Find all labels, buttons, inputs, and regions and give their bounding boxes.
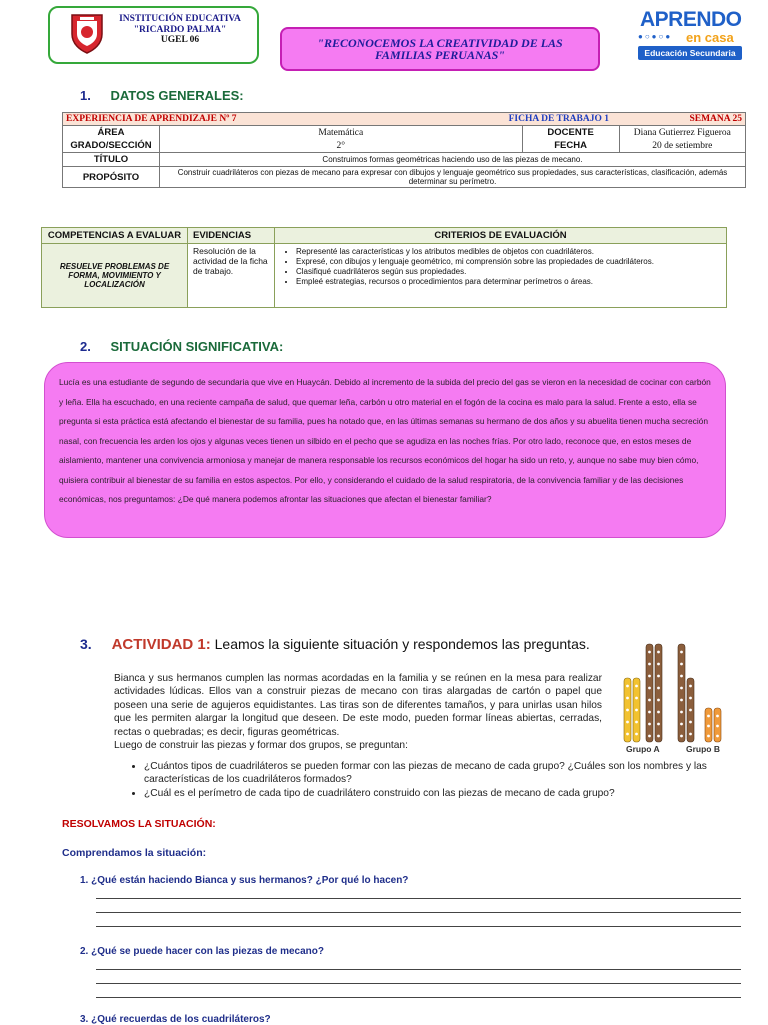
table-row: [42, 244, 727, 308]
situacion-text: Lucía es una estudiante de segundo de secundaria que vive en Huaycán. Debido al incremento de la subida del precio del gas se vieron en la necesidad de cocinar con carbón y leña. Ella ha escuchado, en una reciente campaña de salud, que quemar leña, carbón u otro material en el fogón de la cocina es malo para la salud. Frente a esto, ella se pregunta si esta práctica está afectando el bienestar de su familia, pues ha notado que, en las últimas semanas su hermano de dos años y su abuelita tienen mucha secreción nasal, con frecuencia les arden los ojos y algunas veces tienen un silbido en el pecho que se agudiza en las noches frías. Por otro lado, reconoce que, en estos meses de aislamiento, mantener una convivencia armoniosa y manejar de manera responsable los recursos económicos del hogar ha sido un reto, y, aunque no sabe muy bien cómo, quisiera contribuir al bienestar de su familia en estos aspectos. Por ello, y considerando el cuidado de la salud respiratoria, de la convivencia familiar y de las decisiones económicas, nos preguntamos: ¿De qué manera podemos afrontar las situaciones que afectan el bienestar familiar?: [59, 377, 711, 504]
ugel-label: UGEL 06: [160, 35, 200, 45]
ficha-cell: [469, 113, 619, 126]
criterios-cell: [275, 244, 727, 308]
experiencia-cell: [63, 113, 469, 126]
list-item: • Representé las características y los atributos medibles de objetos con cuadriláteros.: [296, 247, 721, 256]
list-item: • Expresé, con dibujos y lenguaje geométrico, mi comprensión sobre las propiedades de cuadriláteros.: [296, 257, 721, 266]
logo-dots-icon: ●○●○●: [638, 32, 673, 41]
list-item: • Clasifiqué cuadriláteros según sus propiedades.: [296, 267, 721, 276]
section-2-title: SITUACIÓN SIGNIFICATIVA:: [110, 339, 284, 354]
grupo-a-strips: [624, 644, 662, 742]
section-1-title: DATOS GENERALES:: [110, 88, 244, 103]
banner-title: "RECONOCEMOS LA CREATIVIDAD DE LAS FAMILIAS PERUANAS": [317, 36, 563, 62]
docente-label: DOCENTE: [522, 126, 619, 140]
table-row: [63, 139, 746, 153]
list-item: • ¿Cuál es el perímetro de cada tipo de cuadrilátero construido con las piezas de mecano de cada grupo?: [144, 787, 744, 800]
grado-label: GRADO/SECCIÓN: [63, 139, 160, 153]
answer-line[interactable]: [96, 898, 741, 899]
semana-label: SEMANA 25: [689, 114, 742, 124]
institution-text: [105, 14, 255, 46]
ficha-label: FICHA DE TRABAJO 1: [508, 114, 610, 124]
evidencias-header: EVIDENCIAS: [188, 228, 275, 244]
table-row: [42, 228, 727, 244]
activity-bullets: [114, 760, 744, 800]
answer-line[interactable]: [96, 997, 741, 998]
titulo-label: TÍTULO: [63, 153, 160, 167]
aprendo-en-casa-logo: [636, 8, 746, 62]
activity-text: Bianca y sus hermanos cumplen las normas acordadas en la familia y se reúnen en la mesa para realizar actividades lúdicas. Ellos van a construir piezas de mecano con tiras alargadas de cartón o papel que poseen una serie de agujeros equidistantes. Las tiras son de diferentes tamaños, y para unirlas usan hilos que les permiten alargar la longitud que deseen. De este modo, pueden formar líneas abiertas, cerradas, rectas o quebradas; es decir, figuras geométricas.: [114, 673, 602, 738]
logo-line2: en casa: [686, 30, 734, 45]
logo-line1: APRENDO: [640, 8, 742, 31]
grupo-b-label: Grupo B: [686, 744, 720, 754]
situacion-box: [44, 362, 726, 538]
table-row: [63, 167, 746, 188]
logo-line3: Educación Secundaria: [638, 46, 742, 60]
mecano-pieces-illustration: [618, 642, 758, 756]
section-2-heading: [80, 339, 283, 354]
experiencia-label: EXPERIENCIA DE APRENDIZAJE Nº 7: [66, 114, 237, 124]
school-name: "RICARDO PALMA": [133, 24, 227, 35]
activity-title: Leamos la siguiente situación y respondemos las preguntas.: [214, 636, 590, 652]
answer-line[interactable]: [96, 983, 741, 984]
question-1: 1. ¿Qué están haciendo Bianca y sus hermanos? ¿Por qué lo hacen?: [80, 875, 409, 886]
proposito-value: Construir cuadriláteros con piezas de mecano para expresar con dibujos y lenguaje geométrico sus propiedades, sus características, clasificación, además determinar su perímetro.: [160, 167, 746, 188]
proposito-label: PROPÓSITO: [63, 167, 160, 188]
docente-value: Diana Gutierrez Figueroa: [619, 126, 745, 140]
competencias-table: [41, 227, 727, 308]
section-3-number: 3.: [80, 636, 92, 652]
area-label: ÁREA: [63, 126, 160, 140]
fecha-label: FECHA: [522, 139, 619, 153]
question-2: 2. ¿Qué se puede hacer con las piezas de mecano?: [80, 946, 324, 957]
evidencia-cell: Resolución de la actividad de la ficha de trabajo.: [188, 244, 275, 308]
grado-value: 2°: [160, 139, 523, 153]
institution-name: INSTITUCIÓN EDUCATIVA: [119, 14, 241, 24]
fecha-value: 20 de setiembre: [619, 139, 745, 153]
title-banner: [280, 27, 600, 71]
grupo-a-label: Grupo A: [626, 744, 660, 754]
competencias-header: COMPETENCIAS A EVALUAR: [42, 228, 188, 244]
activity-paragraph: [114, 672, 602, 752]
general-data-table: [62, 112, 746, 188]
activity-label: ACTIVIDAD 1:: [111, 636, 211, 653]
list-item: • ¿Cuántos tipos de cuadriláteros se pueden formar con las piezas de mecano de cada grupo? ¿Cuáles son los nombres y las características de los cuadriláteros formados?: [144, 760, 744, 787]
competencia-cell: RESUELVE PROBLEMAS DE FORMA, MOVIMIENTO Y LOCALIZACIÓN: [42, 244, 188, 308]
question-3: 3. ¿Qué recuerdas de los cuadriláteros?: [80, 1014, 271, 1025]
table-row: [63, 113, 746, 126]
comprendamos-heading: Comprendamos la situación:: [62, 847, 207, 859]
section-2-number: 2.: [80, 339, 91, 354]
grupo-b-strips: [678, 644, 721, 742]
section-1-number: 1.: [80, 88, 91, 103]
section-1-heading: [80, 88, 244, 103]
answer-line[interactable]: [96, 912, 741, 913]
criterios-header: CRITERIOS DE EVALUACIÓN: [275, 228, 727, 244]
school-shield-icon: [70, 12, 104, 54]
criterios-list: [280, 247, 721, 286]
semana-cell: [619, 113, 745, 126]
titulo-value: Construimos formas geométricas haciendo uso de las piezas de mecano.: [160, 153, 746, 167]
activity-heading: [80, 636, 590, 653]
resolvamos-heading: RESOLVAMOS LA SITUACIÓN:: [62, 818, 216, 830]
answer-line[interactable]: [96, 969, 741, 970]
area-value: Matemática: [160, 126, 523, 140]
list-item: • Empleé estrategias, recursos o procedimientos para determinar perímetros o áreas.: [296, 277, 721, 286]
table-row: [63, 153, 746, 167]
activity-luego: Luego de construir las piezas y formar dos grupos, se preguntan:: [114, 740, 408, 752]
answer-line[interactable]: [96, 926, 741, 927]
table-row: [63, 126, 746, 140]
